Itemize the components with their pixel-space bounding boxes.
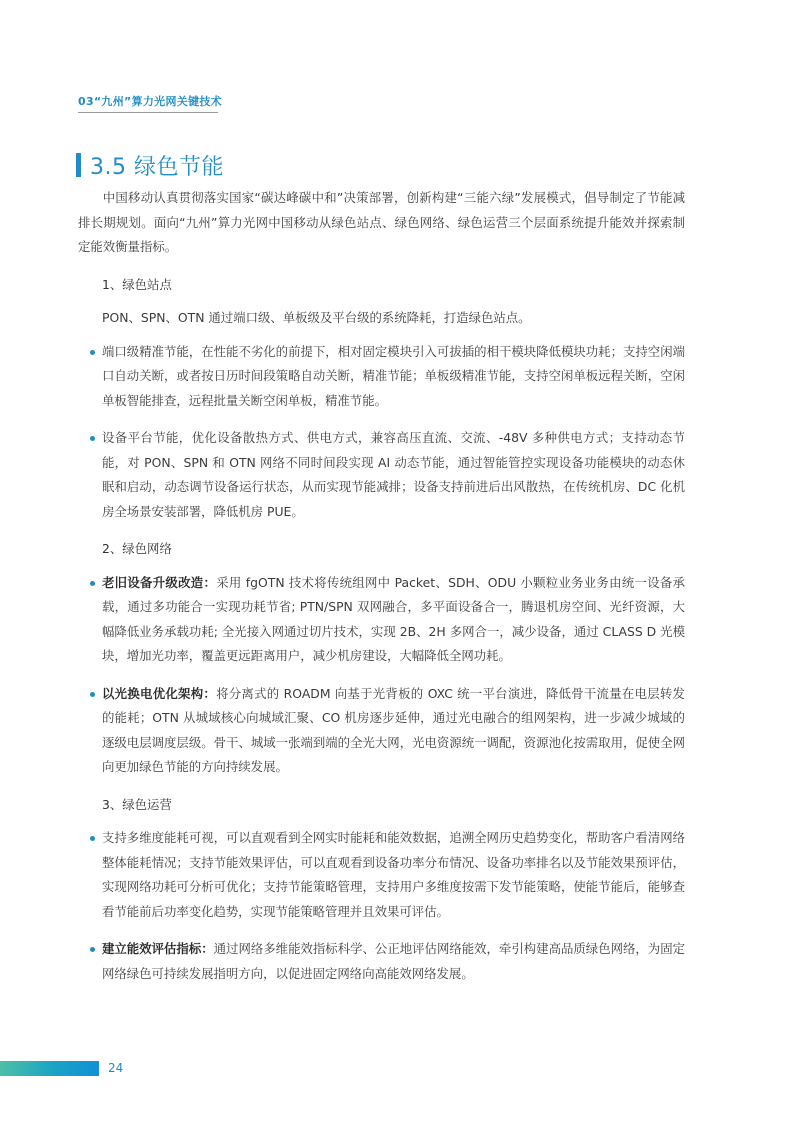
content <box>78 186 686 999</box>
title-accent-bar <box>76 153 81 177</box>
bullet-dot-icon <box>90 436 95 441</box>
bullet-dot-icon <box>90 581 95 586</box>
page-number: 24 <box>108 1061 124 1075</box>
header-rule <box>78 112 218 113</box>
bullet-text: 通过网络多维能效指标科学、公正地评估网络能效，牵引构建高品质绿色网络，为固定网络绿色可持续发展指明方向，以促进固定网络向高能效网络发展。 <box>102 941 686 981</box>
bullet-dot-icon <box>90 947 95 952</box>
bullet-text: 端口级精准节能，在性能不劣化的前提下，相对固定模块引入可拔插的相干模块降低模块功耗；支持空闲端口自动关断，或者按日历时间段策略自动关断，精准节能；单板级精准节能，支持空闲单板远程关断，空闲单板智能排查，远程批量关断空闲单板，精准节能。 <box>102 343 685 408</box>
bullet-item <box>90 937 685 986</box>
subsection-green-operation <box>90 793 685 987</box>
bullet-item <box>90 340 685 414</box>
subsection-green-site <box>90 273 685 525</box>
section-title <box>76 151 224 179</box>
footer-gradient-bar <box>0 1061 99 1076</box>
bullet-item <box>90 682 685 780</box>
bullet-item <box>90 826 685 924</box>
subsection-heading: 2、绿色网络 <box>102 541 172 556</box>
bullet-lead: 建立能效评估指标： <box>102 941 214 956</box>
subsection-text: PON、SPN、OTN 通过端口级、单板级及平台级的系统降耗，打造绿色站点。 <box>102 310 531 325</box>
bullet-dot-icon <box>90 692 95 697</box>
subsection-heading: 3、绿色运营 <box>102 796 172 812</box>
bullet-text: 设备平台节能，优化设备散热方式、供电方式，兼容高压直流、交流、-48V 多种供电方式；支持动态节能，对 PON、SPN 和 OTN 网络不同时间段实现 AI 动态节能，通过智能管控实现设备功能模块的动态休眠和启动，动态调节设备运行状态，从而实现节能减排；设备支持前进后出风散热，在传统机房、DC 化机房全场景安装部署，降低机房 PUE。 <box>102 430 685 519</box>
bullet-text: 将分离式的 ROADM 向基于光背板的 OXC 统一平台演进，降低骨干流量在电层转发的能耗；OTN 从城域核心向城域汇聚、CO 机房逐步延伸，通过光电融合的组网架构，进一步减少城域的逐级电层调度层级。骨干、城域一张端到端的全光大网，光电资源统一调配，资源池化按需取用，促使全网向更加绿色节能的方向持续发展。 <box>102 685 685 774</box>
bullet-item <box>90 426 685 524</box>
subsection-heading: 1、绿色站点 <box>102 276 172 292</box>
bullet-dot-icon <box>90 836 95 841</box>
subsection-green-network <box>90 537 685 780</box>
bullet-dot-icon <box>90 350 95 355</box>
bullet-lead: 老旧设备升级改造： <box>102 574 217 590</box>
bullet-text: 支持多维度能耗可视，可以直观看到全网实时能耗和能效数据，追溯全网历史趋势变化，帮助客户看清网络整体能耗情况；支持节能效果评估，可以直观看到设备功率分布情况、设备功率排名以及节能效果预评估，实现网络功耗可分析可优化；支持节能策略管理，支持用户多维度按需下发节能策略，使能节能后，能够查看节能前后功率变化趋势，实现节能策略管理并且效果可评估。 <box>102 830 685 919</box>
running-header: 03“九州”算力光网关键技术 <box>78 95 222 108</box>
bullet-text: 采用 fgOTN 技术将传统组网中 Packet、SDH、ODU 小颗粒业务业务由统一设备承载，通过多功能合一实现功耗节省; PTN/SPN 双网融合，多平面设备合一，腾退机房空间、光纤资源，大幅降低业务承载功耗; 全光接入网通过切片技术，实现 2B、2H 多网合一，减少设备，通过 CLASS D 光模块，增加光功率，覆盖更远距离用户，减少机房建设，大幅降低全网功耗。 <box>102 574 686 663</box>
bullet-item <box>90 571 685 669</box>
bullet-lead: 以光换电优化架构： <box>102 685 217 701</box>
section-title-text: 3.5 绿色节能 <box>90 154 224 180</box>
intro-paragraph: 中国移动认真贯彻落实国家“碳达峰碳中和”决策部署，创新构建“三能六绿”发展模式，倡导制定了节能减排长期规划。面向“九州”算力光网中国移动从绿色站点、绿色网络、绿色运营三个层面系统提升能效并探索制定能效衡量指标。 <box>78 190 685 254</box>
